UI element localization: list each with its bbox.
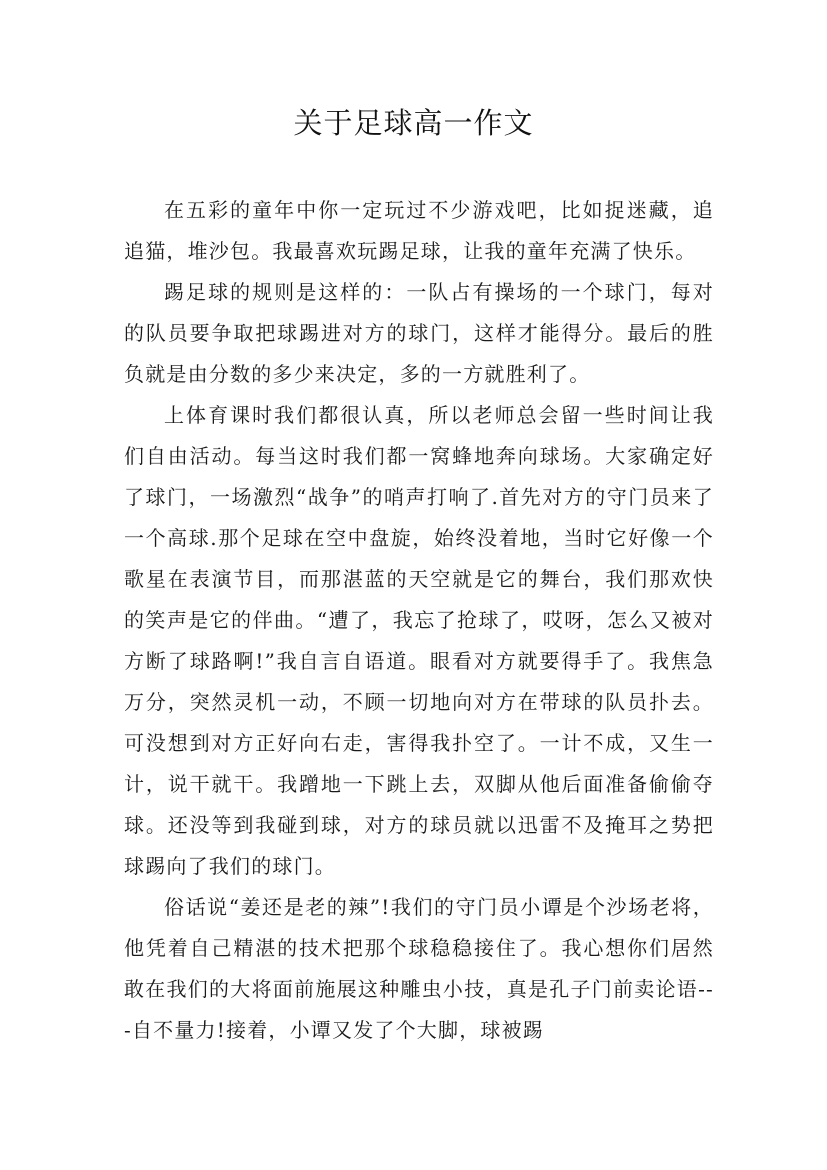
document-title: 关于足球高一作文 — [293, 106, 534, 140]
paragraph-rules: 踢足球的规则是这样的：一队占有操场的一个球门，每对的队员要争取把球踢进对方的球门，这样才能得分。最后的胜负就是由分数的多少来决定，多的一方就胜利了。 — [124, 280, 714, 386]
document-body — [124, 190, 714, 1051]
paragraph-intro: 在五彩的童年中你一定玩过不少游戏吧，比如捉迷藏，追追猫，堆沙包。我最喜欢玩踢足球，让我的童年充满了快乐。 — [124, 198, 714, 263]
paragraph-goalkeeper: 俗话说“姜还是老的辣”!我们的守门员小谭是个沙场老将，他凭着自己精湛的技术把那个球稳稳接住了。我心想你们居然敢在我们的大将面前施展这种雕虫小技，真是孔子门前卖论语---自不量力!接着，小谭又发了个大脚，球被踢 — [124, 895, 714, 1042]
paragraph-game: 上体育课时我们都很认真，所以老师总会留一些时间让我们自由活动。每当这时我们都一窝蜂地奔向球场。大家确定好了球门，一场激烈“战争”的哨声打响了.首先对方的守门员来了一个高球.那个足球在空中盘旋，始终没着地，当时它好像一个歌星在表演节目，而那湛蓝的天空就是它的舞台，我们那欢快的笑声是它的伴曲。“遭了，我忘了抢球了，哎呀，怎么又被对方断了球路啊!”我自言自语道。眼看对方就要得手了。我焦急万分，突然灵机一动，不顾一切地向对方在带球的队员扑去。可没想到对方正好向右走，害得我扑空了。一计不成，又生一计，说干就干。我蹭地一下跳上去，双脚从他后面准备偷偷夺球。还没等到我碰到球，对方的球员就以迅雷不及掩耳之势把球踢向了我们的球门。 — [124, 403, 714, 878]
